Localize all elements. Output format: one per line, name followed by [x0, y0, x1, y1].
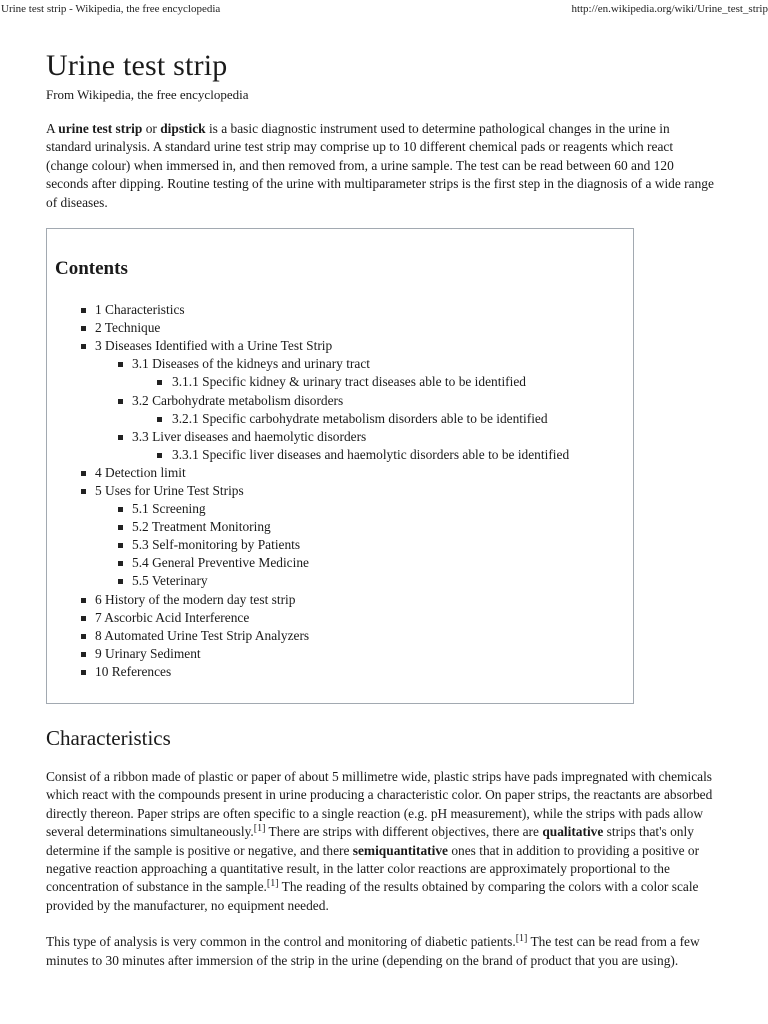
toc-item[interactable]: 10 References — [55, 663, 625, 681]
toc-item[interactable]: 3.2.1 Specific carbohydrate metabolism disorders able to be identified — [55, 410, 625, 428]
toc-item[interactable]: 7 Ascorbic Acid Interference — [55, 609, 625, 627]
print-header-title: Urine test strip - Wikipedia, the free encyclopedia — [1, 3, 221, 15]
intro-bold-term: dipstick — [160, 121, 206, 136]
reference-link[interactable]: [1] — [515, 933, 528, 945]
toc-item[interactable]: 3.3.1 Specific liver diseases and haemolytic disorders able to be identified — [55, 446, 625, 464]
toc-item[interactable]: 5 Uses for Urine Test Strips — [55, 482, 625, 500]
paragraph-text: Consist of a ribbon made of plastic or paper of about 5 millimetre wide, plastic strips have pads impregnated with chemicals which react with the compounds present in urine producing a characteristic color. On paper strips, the reactants are absorbed directly thereon. Paper strips are often specific to a single reaction (e.g. pH measurement), while the strips with pads allow several determinations simultaneously. — [46, 769, 713, 840]
toc-item[interactable]: 5.2 Treatment Monitoring — [55, 518, 625, 536]
bold-term: semiquantitative — [352, 842, 448, 858]
article — [46, 46, 726, 970]
tagline: From Wikipedia, the free encyclopedia — [46, 87, 249, 102]
toc-item[interactable]: 9 Urinary Sediment — [55, 645, 625, 663]
toc-item[interactable]: 3 Diseases Identified with a Urine Test Strip — [55, 337, 625, 355]
print-header — [0, 2, 768, 18]
toc-item[interactable]: 3.2 Carbohydrate metabolism disorders — [55, 392, 625, 410]
print-header-url[interactable]: http://en.wikipedia.org/wiki/Urine_test_strip — [571, 3, 768, 15]
paragraph-text: strips that's only determine if the sample is positive or negative, and there — [46, 824, 694, 858]
intro-text: A — [46, 121, 59, 136]
paragraph-text: There are strips with different objectives, there are — [265, 824, 543, 840]
intro-text: is a basic diagnostic instrument used to determine pathological changes in the urine in standard urinalysis. A standard urine test strip may comprise up to 10 different chemical pads or reagents which react (change colour) when immersed in, and then removed from, a urine sample. The test can be read between 60 and 120 seconds after dipping. Routine testing of the urine with multiparameter strips is the first step in the diagnosis of a wide range of diseases. — [46, 121, 714, 210]
toc-item[interactable]: 5.5 Veterinary — [55, 572, 625, 590]
paragraph-text: The reading of the results obtained by comparing the colors with a color scale provided by the manufacturer, no equipment needed. — [46, 879, 699, 913]
toc-item[interactable]: 5.1 Screening — [55, 500, 625, 518]
section-paragraph — [46, 933, 726, 970]
intro-paragraph — [46, 120, 718, 212]
page-title: Urine test strip — [46, 49, 228, 82]
paragraph-text: The test can be read from a few minutes to 30 minutes after immersion of the strip in the urine (depending on the brand of product that you are using). — [46, 934, 700, 968]
table-of-contents — [46, 228, 634, 704]
toc-item[interactable]: 8 Automated Urine Test Strip Analyzers — [55, 627, 625, 645]
section-paragraph — [46, 768, 726, 915]
intro-bold-term: urine test strip — [58, 121, 143, 136]
bold-term: qualitative — [542, 824, 604, 840]
reference-link[interactable]: [1] — [266, 878, 279, 890]
paragraph-text: This type of analysis is very common in the control and monitoring of diabetic patients. — [46, 934, 516, 950]
toc-item[interactable]: 4 Detection limit — [55, 464, 625, 482]
toc-item[interactable]: 1 Characteristics — [55, 301, 625, 319]
section-characteristics — [46, 724, 726, 970]
toc-item[interactable]: 5.3 Self-monitoring by Patients — [55, 536, 625, 554]
toc-item[interactable]: 3.1 Diseases of the kidneys and urinary tract — [55, 355, 625, 373]
paragraph-text: ones that in addition to providing a positive or negative reaction approaching a quantitative result, in the latter color reactions are approximately proportional to the concentration of substance in the sample. — [46, 842, 700, 895]
toc-item[interactable]: 6 History of the modern day test strip — [55, 591, 625, 609]
section-heading: Characteristics — [46, 726, 171, 751]
toc-title: Contents — [55, 258, 128, 280]
toc-item[interactable]: 3.1.1 Specific kidney & urinary tract diseases able to be identified — [55, 373, 625, 391]
toc-item[interactable]: 5.4 General Preventive Medicine — [55, 554, 625, 572]
toc-item[interactable]: 2 Technique — [55, 319, 625, 337]
toc-list — [55, 301, 625, 681]
intro-text: or — [142, 121, 161, 136]
reference-link[interactable]: [1] — [253, 823, 266, 835]
toc-item[interactable]: 3.3 Liver diseases and haemolytic disorders — [55, 428, 625, 446]
